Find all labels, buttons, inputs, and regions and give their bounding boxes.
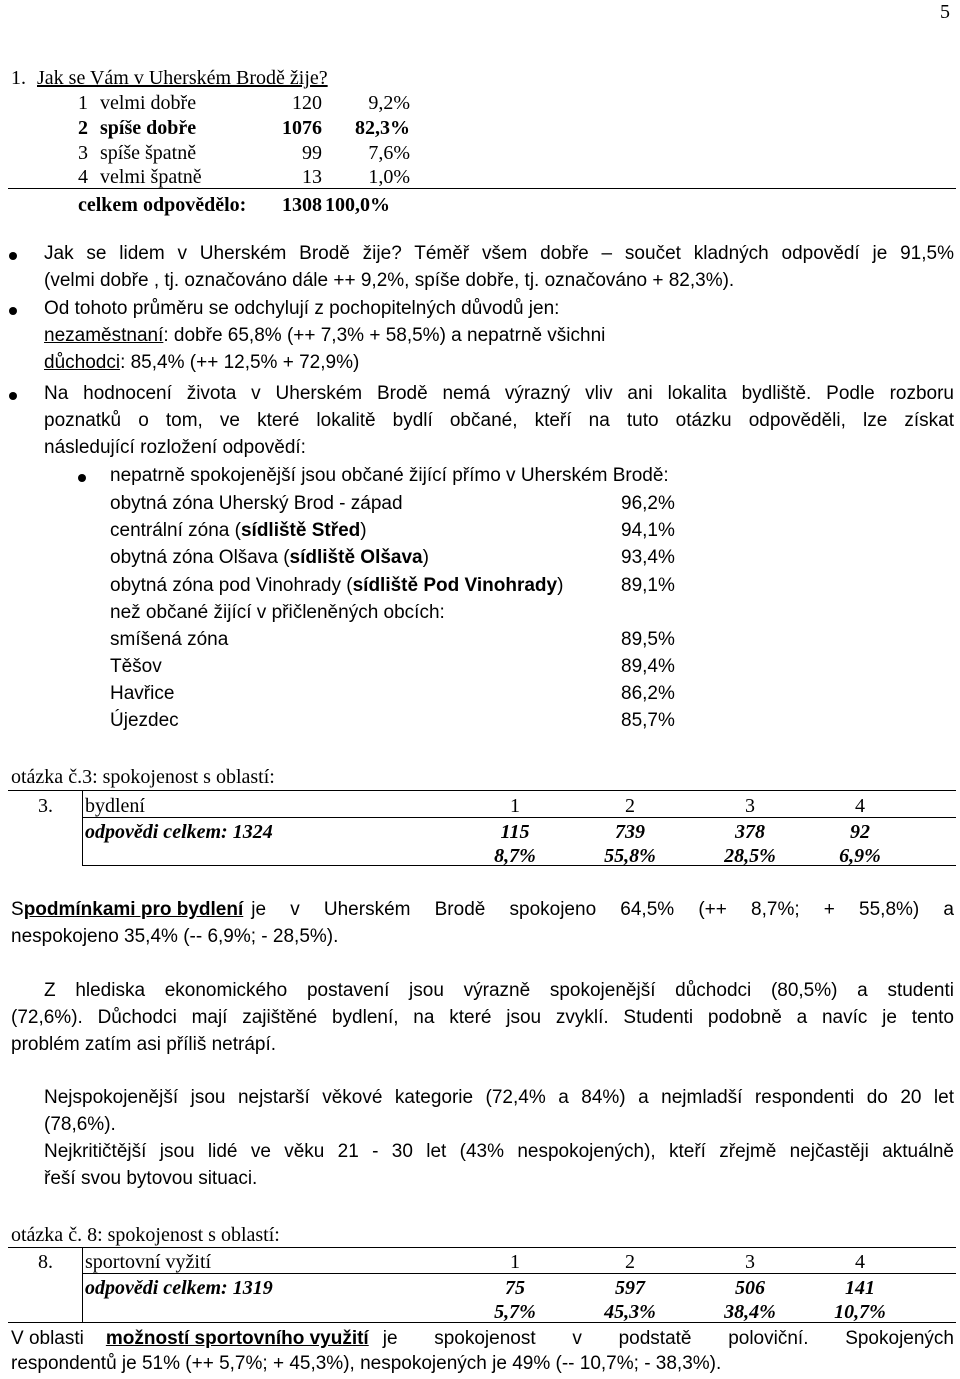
q3-num: 3. [38,795,53,817]
q1-code: 3 [78,142,88,164]
unemployed-label: nezaměstnaní [44,325,164,346]
q8-col: 3 [745,1251,755,1273]
q1-pct: 82,3% [355,117,410,139]
village-name: Havřice [110,683,175,704]
summary-b1-l2: (velmi dobře , tj. označováno dále ++ 9,2%, spíše dobře, tj. označováno + 82,3%). [44,270,735,291]
q3-pct: 55,8% [604,845,656,867]
q1-code: 2 [78,117,88,139]
q8-heading: otázka č. 8: spokojenost s oblastí: [11,1224,280,1246]
q3-col: 1 [510,795,520,817]
zone-name: obytná zóna Olšava ( [110,547,290,568]
summary-b3-l2: poznatků o tom, ve které lokalitě bydlí občané, kteří na tuto otázku odpověděli, lze získat [44,410,954,431]
q3-count: 115 [500,821,530,843]
village-name: smíšená zóna [110,629,229,650]
zone-name: obytná zóna Uherský Brod - západ [110,493,403,514]
q8-count: 597 [615,1277,645,1299]
q1-divider [8,188,956,189]
bullet-icon [9,307,17,315]
q3-p3-l2: (78,6%). [44,1114,116,1135]
village-name: Těšov [110,656,162,677]
q8-pct: 45,3% [604,1301,656,1323]
q8-area: sportovní vyžití [85,1251,212,1273]
q1-title: Jak se Vám v Uherském Brodě žije? [37,67,328,89]
zone-close: ) [557,575,564,596]
zone-pct: 93,4% [621,547,675,568]
q3-col: 4 [855,795,865,817]
village-name: Újezdec [110,710,179,731]
q3-pct: 6,9% [839,845,881,867]
q8-p1-rest: je spokojenost v podstatě poloviční. Spokojených [382,1328,954,1349]
q3-heading: otázka č.3: spokojenost s oblastí: [11,766,275,788]
summary-b1-l1: Jak se lidem v Uherském Brodě žije? Téměř všem dobře – součet kladných odpovědí je 91,5% [44,243,954,264]
q1-number: 1. [11,67,26,89]
zone-estate: sídliště Pod Vinohrady [352,575,558,596]
table-border [8,790,956,791]
zone-name: centrální zóna ( [110,520,241,541]
q1-code: 1 [78,92,88,114]
q8-num: 8. [38,1251,53,1273]
page-number: 5 [940,1,950,23]
q3-p1-l2: nespokojeno 35,4% (-- 6,9%; - 28,5%). [11,926,339,947]
zone-close: ) [422,547,429,568]
q3-count: 92 [850,821,870,843]
pensioners-label: důchodci [44,352,121,373]
zone-close: ) [360,520,367,541]
summary-b2-l1: Od tohoto průměru se odchylují z pochopitelných důvodů jen: [44,298,560,319]
q3-total-label: odpovědi celkem: 1324 [85,821,273,843]
zone-estate: sídliště Střed [240,520,361,541]
village-pct: 85,7% [621,710,675,731]
q3-p2-l2: (72,6%). Důchodci mají zajištěné bydlení, na které jsou zvyklí. Studenti podobně a navíc je tento [11,1007,954,1028]
q1-label: velmi dobře [100,92,197,114]
zone-row [110,520,367,543]
q1-count: 99 [302,142,322,164]
q1-pct: 9,2% [368,92,410,114]
table-border [82,1247,83,1323]
q8-p1-l1 [11,1328,954,1351]
zone-estate: sídliště Olšava [289,547,423,568]
summary-b3-l1: Na hodnocení života v Uherském Brodě nemá výrazný vliv ani lokalita bydliště. Podle rozboru [44,383,954,404]
bullet-icon [9,252,17,260]
village-pct: 89,4% [621,656,675,677]
bullet-icon [9,392,17,400]
village-pct: 86,2% [621,683,675,704]
zone-pct: 96,2% [621,493,675,514]
q1-count: 120 [292,92,322,114]
q3-p1-l1 [11,899,954,922]
q3-p2-l1: Z hlediska ekonomického postavení jsou výrazně spokojenější důchodci (80,5%) a studenti [44,980,954,1001]
q1-total-count: 1308 [282,194,322,216]
q8-p1-pre: V oblasti [11,1328,84,1349]
q1-pct: 7,6% [368,142,410,164]
q1-count: 13 [302,166,322,188]
q8-pct: 38,4% [724,1301,776,1323]
q3-pct: 8,7% [494,845,536,867]
q3-p4-l2: řeší svou bytovou situaci. [44,1168,258,1189]
q1-code: 4 [78,166,88,188]
zone-row [110,547,429,570]
q1-label: spíše dobře [100,117,197,139]
zone-pct: 94,1% [621,520,675,541]
q3-count: 739 [615,821,645,843]
q3-col: 2 [625,795,635,817]
bullet-icon [78,474,86,482]
q3-p4-l1: Nejkritičtější jsou lidé ve věku 21 - 30 let (43% nespokojených), kteří zřejmě nejčastěji aktuálně [44,1141,954,1162]
q8-count: 141 [845,1277,875,1299]
table-border [8,1247,956,1248]
q8-col: 2 [625,1251,635,1273]
q8-pct: 10,7% [834,1301,886,1323]
q1-total-pct: 100,0% [325,194,390,216]
q3-area: bydlení [85,795,145,817]
q1-pct: 1,0% [368,166,410,188]
zone-row [110,575,563,598]
zone-pct: 89,1% [621,575,675,596]
q8-p1-highlight: možností sportovního využití [105,1328,369,1349]
q8-p1-l2: respondentů je 51% (++ 5,7%; + 45,3%), nespokojených je 49% (-- 10,7%; - 38,3%). [11,1353,722,1374]
than-label: než občané žijící v přičleněných obcích: [110,602,445,623]
q8-col: 4 [855,1251,865,1273]
summary-b2-l2 [44,325,605,348]
q8-count: 506 [735,1277,765,1299]
q8-count: 75 [505,1277,525,1299]
q3-p3-l1: Nejspokojenější jsou nejstarší věkové kategorie (72,4% a 84%) a nejmladší respondenti do 20 let [44,1087,954,1108]
table-border [82,790,83,866]
q1-heading [11,66,328,90]
q1-label: velmi špatně [100,166,202,188]
zone-row [110,493,403,516]
q8-col: 1 [510,1251,520,1273]
pensioners-stats: : 85,4% (++ 12,5% + 72,9%) [120,352,360,373]
unemployed-stats: : dobře 65,8% (++ 7,3% + 58,5%) a nepatrně všichni [163,325,606,346]
village-pct: 89,5% [621,629,675,650]
q3-col: 3 [745,795,755,817]
q3-count: 378 [735,821,765,843]
q1-count: 1076 [282,117,322,139]
zone-name: obytná zóna pod Vinohrady ( [110,575,353,596]
sub-bullet-l1: nepatrně spokojenější jsou občané žijící přímo v Uherském Brodě: [110,465,669,486]
q3-p1-rest: je v Uherském Brodě spokojeno 64,5% (++ 8,7%; + 55,8%) a [251,899,954,920]
q8-total-label: odpovědi celkem: 1319 [85,1277,273,1299]
summary-b2-l3 [44,352,359,375]
q3-p2-l3: problém zatím asi příliš netrápí. [11,1034,277,1055]
q1-total-label: celkem odpovědělo: [78,194,247,216]
q1-label: spíše špatně [100,142,197,164]
q8-pct: 5,7% [494,1301,536,1323]
summary-b3-l3: následující rozložení odpovědí: [44,437,306,458]
q3-pct: 28,5% [724,845,776,867]
q3-p1-highlight: podmínkami pro bydlení [23,899,244,920]
q3-p1-pre: S [11,899,24,920]
